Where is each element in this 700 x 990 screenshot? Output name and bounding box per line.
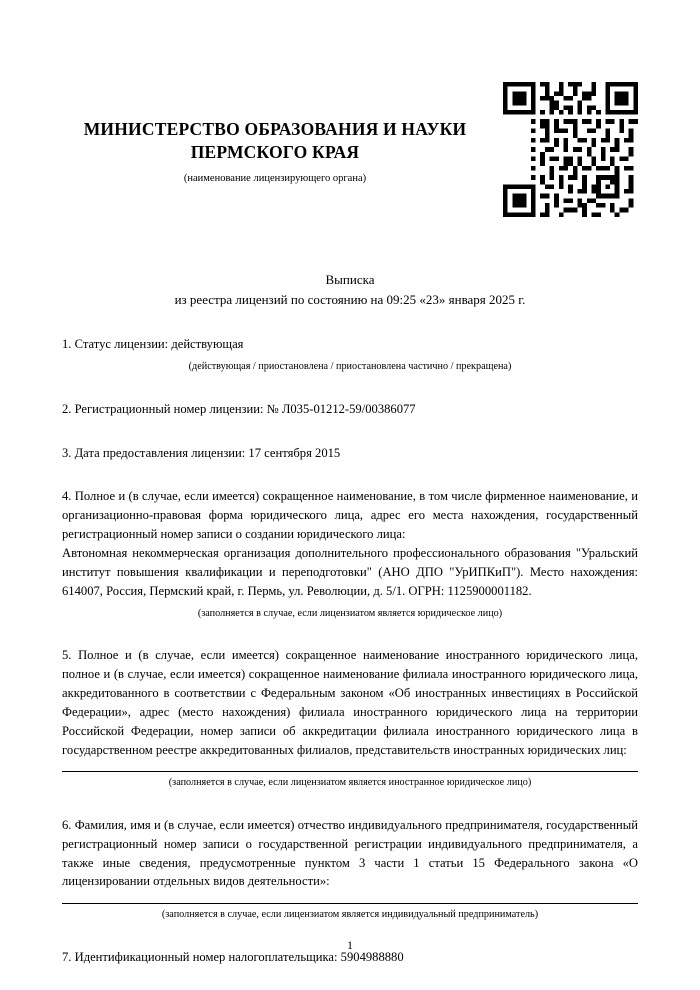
org-title-line2: ПЕРМСКОГО КРАЯ	[190, 142, 360, 163]
document-title-line2: из реестра лицензий по состоянию на 09:25 «23» января 2025 г.	[174, 292, 526, 308]
item-4-caption: (заполняется в случае, если лицензиатом является юридическое лицо)	[197, 607, 503, 619]
item-3-text: 3. Дата предоставления лицензии: 17 сентября 2015	[62, 445, 341, 460]
org-title-line1: МИНИСТЕРСТВО ОБРАЗОВАНИЯ И НАУКИ	[83, 119, 467, 139]
item-5	[62, 646, 638, 791]
page-number: 1	[347, 938, 353, 952]
qr-code	[503, 82, 638, 217]
item-5-text: 5. Полное и (в случае, если имеется) сокращенное наименование иностранного юридического лица, полное и (в случае, если имеется) сокращенное наименование филиала иностранного юридического лица, аккредитованного в соответствии с Федеральным законом «Об иностранных инвестициях в Российской Федерации», адрес (место нахождения) филиала иностранного юридического лица на территории Российской Федерации, номер записи об аккредитации филиала иностранного юридического лица в государственном реестре аккредитованных филиалов, представительств иностранных юридических лиц:	[62, 648, 638, 757]
document-title	[62, 270, 638, 310]
item-6-text: 6. Фамилия, имя и (в случае, если имеется) отчество индивидуального предпринимателя, государственный регистрационный номер записи о государственной регистрации индивидуального предпринимателя, а также иные сведения, предусмотренные пунктом 3 части 1 статьи 15 Федерального закона «О лицензировании отдельных видов деятельности»:	[62, 817, 638, 889]
item-1	[62, 335, 638, 374]
item-6-caption: (заполняется в случае, если лицензиатом является индивидуальный предприниматель)	[161, 909, 539, 921]
item-1-caption: (действующая / приостановлена / приостановлена частично / прекращена)	[188, 361, 512, 373]
item-5-caption: (заполняется в случае, если лицензиатом является иностранное юридическое лицо)	[168, 777, 532, 789]
item-2-text: 2. Регистрационный номер лицензии: № Л035-01212-59/00386077	[62, 401, 416, 416]
item-4-text: 4. Полное и (в случае, если имеется) сокращенное наименование, в том числе фирменное наименование, и организационно-правовая форма юридического лица, адрес его места нахождения, государственный регистрационный номер записи о создании юридического лица:	[62, 489, 638, 542]
item-7-text: 7. Идентификационный номер налогоплательщика: 5904988880	[62, 949, 404, 964]
item-6	[62, 816, 638, 923]
item-4	[62, 487, 638, 621]
item-2	[62, 400, 638, 419]
org-title	[62, 118, 488, 164]
item-6-fill-line	[62, 903, 638, 904]
item-5-fill-line	[62, 771, 638, 772]
org-subtitle: (наименование лицензирующего органа)	[183, 173, 367, 185]
document-title-line1: Выписка	[325, 272, 375, 288]
item-4-body: Автономная некоммерческая организация дополнительного профессионального образования "Уральский институт повышения квалификации и переподготовки" (АНО ДПО "УрИПКиП"). Место нахождения: 614007, Россия, Пермский край, г. Пермь, ул. Революции, д. 5/1. ОГРН: 1125900001182.	[62, 546, 638, 598]
item-1-text: 1. Статус лицензии: действующая	[62, 337, 244, 352]
item-3	[62, 444, 638, 463]
